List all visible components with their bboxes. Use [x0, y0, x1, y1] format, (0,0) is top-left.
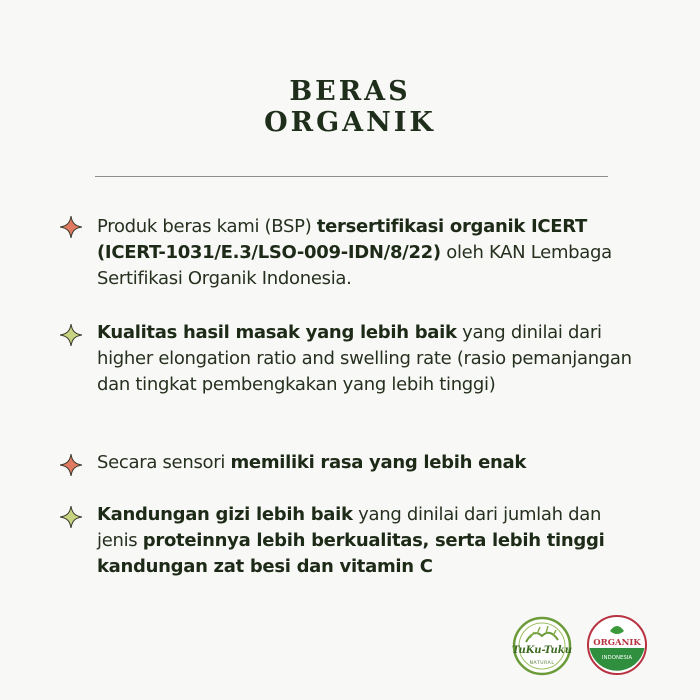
benefit-text-bold: tersertifikasi organik ICERT (ICERT-1031/E.3/LSO-009-IDN/8/22): [97, 216, 588, 263]
page-title: [0, 76, 700, 138]
sparkle-star-icon: [60, 216, 82, 238]
benefit-text: [97, 450, 637, 476]
benefit-text-regular: oleh KAN Lembaga Sertifikasi Organik Indonesia.: [97, 242, 612, 289]
tukutuku-logo-text: TuKu-Tuku: [512, 645, 572, 656]
benefit-text-bold: memiliki rasa yang lebih enak: [230, 452, 527, 473]
benefit-text-bold: Kandungan gizi lebih baik: [97, 504, 353, 525]
benefit-text-bold: Kualitas hasil masak yang lebih baik: [97, 322, 457, 343]
benefit-text-regular: Produk beras kami (BSP): [97, 216, 317, 237]
tukutuku-logo-sub: NATURAL: [529, 661, 555, 666]
benefit-text-regular: Secara sensori: [97, 452, 231, 473]
sparkle-star-icon: [60, 454, 82, 476]
title-line-1: BERAS: [289, 76, 411, 107]
tukutuku-logo: [512, 616, 572, 676]
title-line-2: ORGANIK: [264, 107, 436, 138]
benefit-text-regular: yang dinilai dari higher elongation ratio and swelling rate (rasio pemanjangan dan tingkat pembengkakan yang lebih tinggi): [97, 322, 632, 395]
organik-logo-bottom: INDONESIA: [601, 655, 633, 661]
benefit-text: [97, 502, 637, 580]
sparkle-star-icon: [60, 324, 82, 346]
benefit-text: [97, 214, 637, 292]
benefit-text: [97, 320, 637, 398]
sparkle-star-icon: [60, 506, 82, 528]
organik-logo-top: ORGANIK: [593, 638, 641, 648]
benefit-text-regular: yang dinilai dari jumlah dan jenis: [97, 504, 602, 551]
benefit-text-bold: proteinnya lebih berkualitas, serta lebih tinggi kandungan zat besi dan vitamin C: [97, 530, 605, 577]
divider: [95, 176, 608, 177]
organik-indonesia-logo: [586, 614, 648, 676]
